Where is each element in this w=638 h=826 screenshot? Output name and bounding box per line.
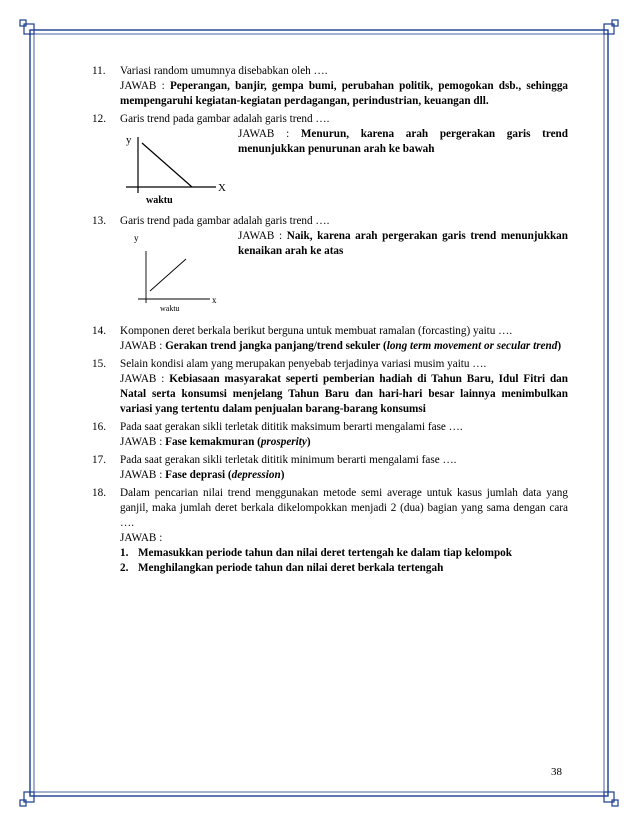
axis-x-label: x: [212, 295, 217, 305]
answer-label: JAWAB :: [120, 436, 163, 448]
question-text: Pada saat gerakan sikli terletak dititik minimum berarti mengalami fase ….: [120, 454, 457, 466]
question-17: [92, 453, 568, 483]
answer-text: Gerakan trend jangka panjang/trend sekuler (: [165, 340, 387, 352]
answer-term: prosperity: [260, 436, 307, 448]
axis-y-label: y: [134, 233, 139, 243]
answer-item-2: 2. Menghilangkan periode tahun dan nilai deret berkala tertengah: [120, 562, 444, 574]
answer-text: Naik, karena arah pergerakan garis trend menunjukkan kenaikan arah ke atas: [238, 230, 568, 257]
answer-label: JAWAB :: [120, 373, 165, 385]
answer-term: depression: [231, 469, 281, 481]
answer-text: Menurun, karena arah pergerakan garis trend menunjukkan penurunan arah ke bawah: [238, 128, 569, 155]
trend-down-figure: [124, 129, 228, 213]
answer-item-1: 1. Memasukkan periode tahun dan nilai deret tertengah ke dalam tiap kelompok: [120, 547, 512, 559]
question-13: [92, 214, 568, 321]
question-14: [92, 324, 568, 354]
question-18: [92, 486, 568, 576]
axis-x-label: X: [218, 182, 226, 194]
answer-label: JAWAB :: [120, 469, 163, 481]
question-16: [92, 420, 568, 450]
question-text: Variasi random umumnya disebabkan oleh ….: [120, 65, 328, 77]
axis-time-label: waktu: [146, 195, 173, 206]
question-text: Dalam pencarian nilai trend menggunakan metode semi average untuk kasus jumlah data yang ganjil, maka jumlah deret berkala dikelompokkan menjadi 2 (dua) bagian yang sama dengan cara ….: [120, 487, 568, 529]
question-number: 16.: [92, 421, 106, 433]
question-number: 12.: [92, 113, 106, 125]
question-number: 18.: [92, 487, 106, 499]
question-15: [92, 357, 568, 417]
question-text: Garis trend pada gambar adalah garis trend ….: [120, 113, 330, 125]
answer-label: JAWAB :: [238, 128, 290, 140]
question-number: 15.: [92, 358, 106, 370]
trend-up-figure: [124, 231, 228, 321]
question-text: Pada saat gerakan sikli terletak dititik maksimum berarti mengalami fase ….: [120, 421, 463, 433]
question-11: [92, 64, 568, 109]
question-12: [92, 112, 568, 211]
question-text: Selain kondisi alam yang merupakan penyebab terjadinya variasi musim yaitu ….: [120, 358, 487, 370]
answer-end: ): [280, 469, 285, 481]
question-number: 14.: [92, 325, 106, 337]
question-list: [92, 64, 568, 579]
answer-label: JAWAB :: [120, 340, 163, 352]
answer-term: long term movement or secular trend: [386, 340, 558, 352]
question-text: Komponen deret berkala berikut berguna untuk membuat ramalan (forcasting) yaitu ….: [120, 325, 513, 337]
page-number: 38: [551, 766, 562, 778]
answer-label: JAWAB :: [238, 230, 283, 242]
question-text: Garis trend pada gambar adalah garis trend ….: [120, 215, 330, 227]
answer-end: ): [306, 436, 311, 448]
axis-time-label: waktu: [160, 304, 180, 313]
answer-text: Fase kemakmuran (: [165, 436, 261, 448]
answer-text: Peperangan, banjir, gempa bumi, perubahan politik, pemogokan dsb., sehingga mempengaruhi kegiatan-kegiatan perdagangan, perindustrian, keuangan dll.: [120, 80, 569, 107]
answer-text: Kebiasaan masyarakat seperti pemberian hadiah di Tahun Baru, Idul Fitri dan Natal serta konsumsi menjelang Tahun Baru dan hari-hari besar lainnya menimbulkan variasi yang tertentu dalam penjualan barang-barang konsumsi: [120, 373, 569, 415]
answer-end: ): [557, 340, 562, 352]
question-number: 11.: [92, 65, 106, 77]
answer-label: JAWAB :: [120, 532, 163, 544]
question-number: 13.: [92, 215, 106, 227]
question-number: 17.: [92, 454, 106, 466]
axis-y-label: y: [126, 134, 132, 146]
answer-label: JAWAB :: [120, 80, 165, 92]
answer-text: Fase deprasi (: [165, 469, 232, 481]
